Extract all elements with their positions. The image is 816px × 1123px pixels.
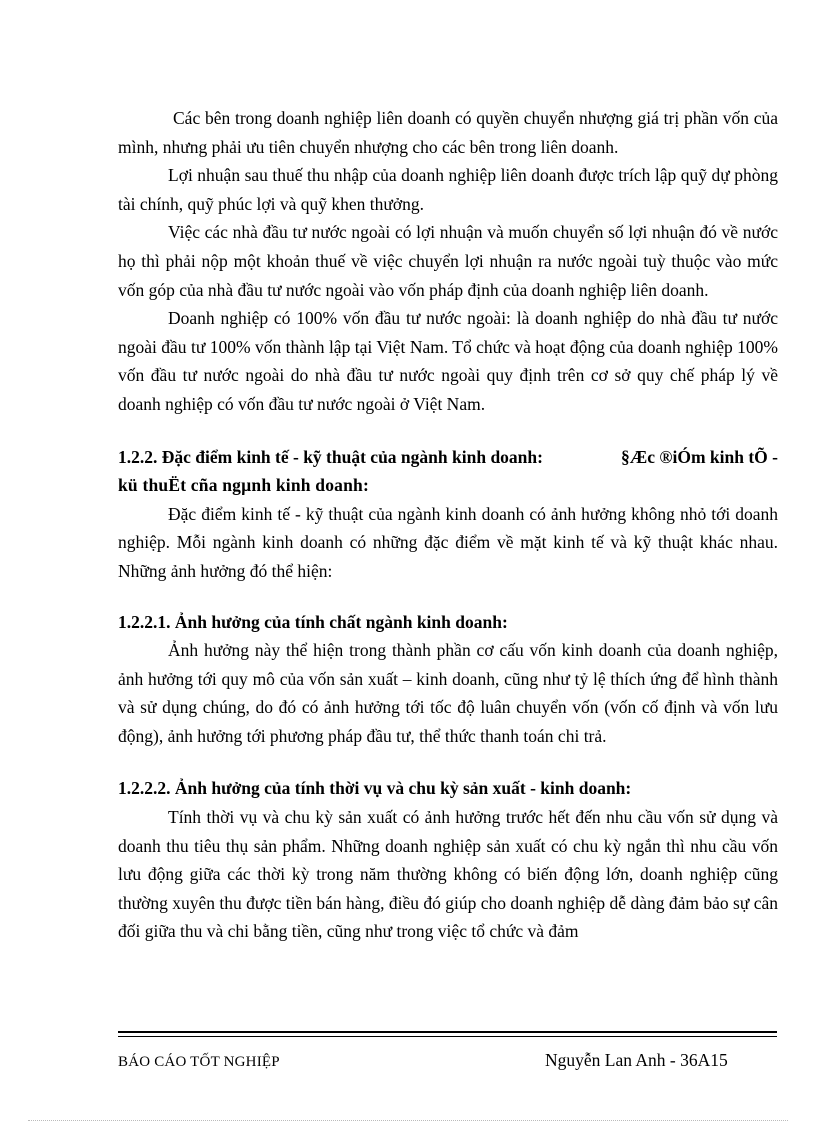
- footer-divider-thin: [118, 1036, 777, 1037]
- spacer: [118, 750, 778, 774]
- paragraph-foreign-owned-enterprise: Doanh nghiệp có 100% vốn đầu tư nước ngoài: là doanh nghiệp do nhà đầu tư nước ngoài đầu tư 100% vốn thành lập tại Việt Nam. Tổ chức và hoạt động của doanh nghiệp 100% vốn đầu tư nước ngoài do nhà đầu tư nước ngoài quy định trên cơ sở quy chế pháp lý về doanh nghiệp có vốn đầu tư nước ngoài ở Việt Nam.: [118, 308, 778, 414]
- section-heading-1-2-2: [118, 443, 778, 472]
- section-heading-1-2-2-garbled-part1: §Æc ®iÓm kinh tÕ -: [621, 446, 778, 467]
- spacer: [118, 586, 778, 608]
- paragraph-joint-venture-transfer: Các bên trong doanh nghiệp liên doanh có quyền chuyển nhượng giá trị phần vốn của mình, nhưng phải ưu tiên chuyển nhượng cho các bên trong liên doanh.: [118, 108, 778, 157]
- section-heading-1-2-2-1: 1.2.2.1. Ảnh hưởng của tính chất ngành kinh doanh:: [118, 611, 508, 632]
- spacer: [118, 419, 778, 443]
- page-bottom-dotted-border: [28, 1120, 788, 1121]
- paragraph-section-1-2-2-1: Ảnh hưởng này thể hiện trong thành phần cơ cấu vốn kinh doanh của doanh nghiệp, ảnh hưởng tới quy mô của vốn sản xuất – kinh doanh, cũng như tỷ lệ thích ứng để hình thành và sử dụng chúng, do đó có ảnh hưởng tới tốc độ luân chuyển vốn (vốn cố định và vốn lưu động), ảnh hưởng tới phương pháp đầu tư, thể thức thanh toán chi trả.: [118, 640, 778, 746]
- paragraph-profit-transfer-tax: Việc các nhà đầu tư nước ngoài có lợi nhuận và muốn chuyển số lợi nhuận đó về nước họ thì phải nộp một khoản thuế về việc chuyển lợi nhuận ra nước ngoài tuỳ thuộc vào mức vốn góp của nhà đầu tư nước ngoài vào vốn pháp định của doanh nghiệp liên doanh.: [118, 222, 778, 300]
- paragraph-profit-after-tax: Lợi nhuận sau thuế thu nhập của doanh nghiệp liên doanh được trích lập quỹ dự phòng tài chính, quỹ phúc lợi và quỹ khen thưởng.: [118, 165, 778, 214]
- footer-divider-thick: [118, 1031, 777, 1033]
- section-heading-1-2-2-2: 1.2.2.2. Ảnh hưởng của tính thời vụ và chu kỳ sản xuất - kinh doanh:: [118, 778, 632, 799]
- section-heading-1-2-2-text: 1.2.2. Đặc điểm kinh tế - kỹ thuật của ngành kinh doanh:: [118, 446, 543, 467]
- paragraph-section-1-2-2-2: Tính thời vụ và chu kỳ sản xuất có ảnh hưởng trước hết đến nhu cầu vốn sử dụng và doanh thu tiêu thụ sản phẩm. Những doanh nghiệp sản xuất có chu kỳ ngắn thì nhu cầu vốn lưu động giữa các thời kỳ trong năm thường không có biến động lớn, doanh nghiệp cũng thường xuyên thu được tiền bán hàng, điều đó giúp cho doanh nghiệp dễ dàng đảm bảo sự cân đối giữa thu và chi bằng tiền, cũng như trong việc tổ chức và đảm: [118, 807, 778, 942]
- paragraph-section-1-2-2: Đặc điểm kinh tế - kỹ thuật của ngành kinh doanh có ảnh hưởng không nhỏ tới doanh nghiệp. Mỗi ngành kinh doanh có những đặc điểm về mặt kinh tế và kỹ thuật khác nhau. Những ảnh hưởng đó thể hiện:: [118, 503, 778, 581]
- section-heading-1-2-2-garbled-part2: kü thuËt cña ngµnh kinh doanh:: [118, 475, 369, 496]
- document-body: [118, 104, 778, 946]
- footer-report-title: BÁO CÁO TỐT NGHIỆP: [118, 1054, 280, 1070]
- footer-author: Nguyễn Lan Anh - 36A15: [545, 1050, 728, 1070]
